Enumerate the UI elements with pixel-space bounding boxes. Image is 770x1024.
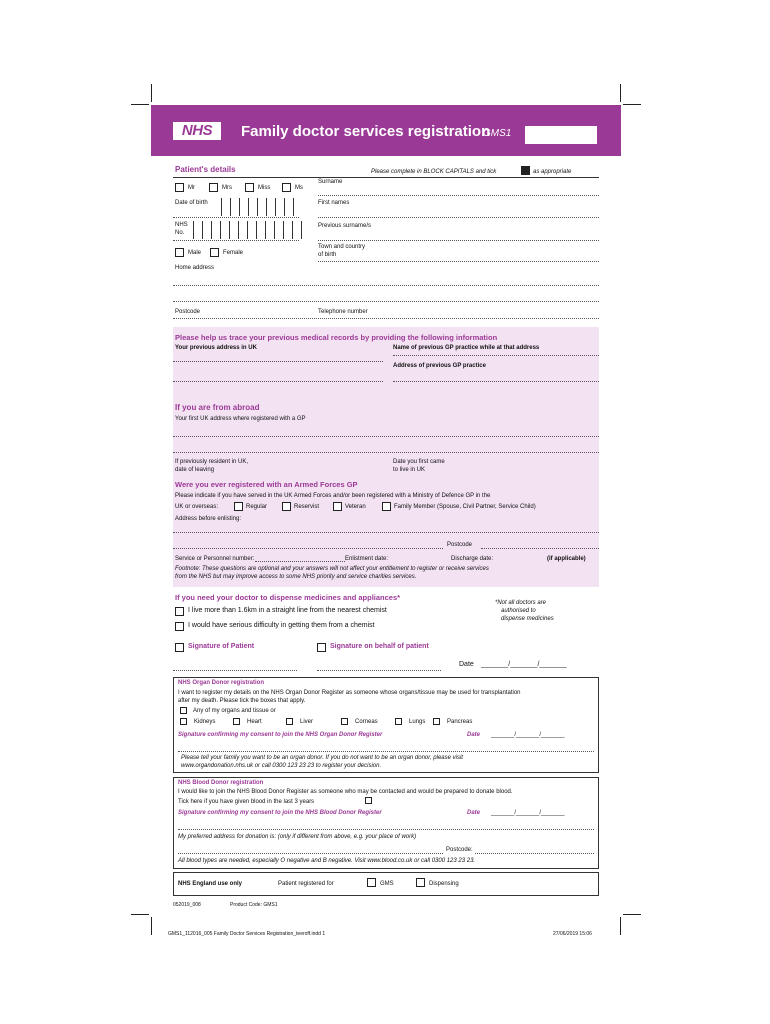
address-before-enlisting-line-2[interactable] — [173, 548, 443, 549]
block-capitals-instruction: Please complete in BLOCK CAPITALS and tick — [371, 169, 497, 175]
armed-forces-heading: Were you ever registered with an Armed Forces GP — [175, 480, 358, 489]
veteran-label: Veteran — [345, 504, 366, 510]
crop-mark — [623, 914, 641, 915]
discharge-date-label: Discharge date: — [451, 556, 494, 562]
dispense-note-3: dispense medicines — [501, 616, 554, 622]
town-of-birth-label-2: of birth — [318, 252, 337, 258]
blood-date-field[interactable]: _______/_______/_______ — [491, 810, 565, 816]
nhs-number-label-1: NHS — [175, 222, 188, 228]
dob-boxes[interactable] — [221, 198, 294, 216]
date-came-label-1: Date you first came — [393, 459, 445, 465]
date-leaving-label-2: date of leaving — [175, 467, 215, 473]
title-ms-checkbox[interactable] — [282, 183, 291, 192]
corneas-label: Corneas — [355, 719, 378, 725]
blood-preferred-address-field[interactable] — [178, 853, 443, 854]
postcode-telephone-field[interactable] — [173, 318, 599, 319]
armed-forces-text-2: UK or overseas: — [175, 504, 219, 510]
armed-postcode-label: Postcode — [447, 542, 473, 548]
organ-date-label: Date — [467, 732, 481, 738]
organ-donor-text-1: I want to register my details on the NHS Organ Donor Register as someone whose organs/tissue may be used for transplantation — [178, 690, 521, 696]
instruction-suffix: as appropriate — [533, 169, 572, 175]
title-mr-label: Mr — [188, 185, 195, 191]
armed-footnote-2: from the NHS but may improve access to some NHS priority and service charities services. — [175, 574, 417, 580]
difficulty-chemist-label: I would have serious difficulty in getting them from a chemist — [188, 622, 375, 629]
rule — [173, 217, 299, 218]
abroad-heading: If you are from abroad — [175, 403, 260, 412]
family-member-label: Family Member (Spouse, Civil Partner, Service Child) — [394, 504, 536, 510]
home-address-line-1[interactable] — [173, 285, 599, 286]
previous-surnames-field[interactable] — [318, 240, 599, 241]
first-uk-address-line-2[interactable] — [173, 452, 599, 453]
nearest-chemist-label: I live more than 1.6km in a straight line from the nearest chemist — [188, 607, 387, 614]
dispense-heading: If you need your doctor to dispense medicines and appliances* — [175, 593, 401, 602]
armed-footnote-1: Footnote: These questions are optional and your answers will not affect your entitlement to register or receive services — [175, 566, 489, 572]
nhs-logo: NHS — [173, 122, 221, 140]
service-number-field[interactable] — [255, 561, 345, 562]
nhs-number-label-2: No. — [175, 230, 185, 236]
enlistment-date-label: Enlistment date: — [345, 556, 389, 562]
blood-donor-heading: NHS Blood Donor registration — [178, 780, 264, 786]
behalf-signature-field[interactable] — [317, 670, 441, 671]
office-use-box[interactable] — [525, 126, 597, 144]
behalf-signature-checkbox[interactable] — [317, 643, 326, 652]
rule — [173, 240, 299, 241]
gms-checkbox[interactable] — [367, 878, 376, 887]
difficulty-chemist-checkbox[interactable] — [175, 622, 184, 631]
first-uk-address-label: Your first UK address where registered with a GP — [175, 416, 306, 422]
home-address-line-2[interactable] — [173, 301, 599, 302]
registration-form — [151, 105, 621, 899]
organ-date-field[interactable]: _______/_______/_______ — [491, 732, 565, 738]
female-label: Female — [223, 250, 244, 256]
blood-preferred-address-label: My preferred address for donation is: (only if different from above, e.g. your place of work) — [178, 834, 417, 840]
trace-records-heading: Please help us trace your previous medical records by providing the following information — [175, 333, 498, 342]
form-code: GMS1 — [483, 128, 512, 139]
gms-label: GMS — [380, 881, 394, 887]
armed-postcode-field[interactable] — [481, 548, 599, 549]
previous-gp-address-field[interactable] — [393, 381, 599, 382]
regular-checkbox[interactable] — [234, 502, 243, 511]
organ-consent-label: Signature confirming my consent to join the NHS Organ Donor Register — [178, 732, 383, 738]
patient-signature-label: Signature of Patient — [188, 643, 255, 650]
previous-surnames-label: Previous surname/s — [318, 223, 372, 229]
reference-code: 052019_008 — [173, 902, 201, 908]
title-miss-checkbox[interactable] — [245, 183, 254, 192]
nhs-number-boxes[interactable] — [193, 221, 302, 239]
postcode-label: Postcode — [175, 309, 201, 315]
title-miss-label: Miss — [258, 185, 271, 191]
corneas-checkbox[interactable] — [341, 718, 348, 725]
nearest-chemist-checkbox[interactable] — [175, 607, 184, 616]
signature-date-field[interactable]: _______/_______/_______ — [481, 661, 567, 668]
family-member-checkbox[interactable] — [382, 502, 391, 511]
any-organs-checkbox[interactable] — [180, 707, 187, 714]
crop-mark — [131, 104, 149, 105]
previous-address-label: Your previous address in UK — [175, 345, 257, 351]
liver-checkbox[interactable] — [286, 718, 293, 725]
town-of-birth-field[interactable] — [318, 261, 599, 262]
organ-tell-family-1: Please tell your family you want to be an organ donor. If you do not want to be an organ donor, please visit — [181, 755, 463, 761]
patient-details-heading: Patient's details — [175, 165, 236, 174]
registered-for-label: Patient registered for — [278, 881, 334, 887]
previous-gp-address-label: Address of previous GP practice — [393, 363, 486, 369]
reservist-checkbox[interactable] — [282, 502, 291, 511]
dob-label: Date of birth — [175, 200, 208, 206]
signature-date-label: Date — [459, 661, 474, 668]
heart-checkbox[interactable] — [233, 718, 240, 725]
organ-tell-family-2: www.organdonation.nhs.uk or call 0300 123 23 23 to register your decision. — [181, 763, 382, 769]
liver-label: Liver — [300, 719, 314, 725]
any-organs-label: Any of my organs and tissue or — [193, 708, 276, 714]
lungs-checkbox[interactable] — [395, 718, 402, 725]
blood-donor-text-1: I would like to join the NHS Blood Donor Register as someone who may be contacted and would be prepared to donate blood. — [178, 789, 513, 795]
telephone-label: Telephone number — [318, 309, 368, 315]
previous-gp-name-label: Name of previous GP practice while at that address — [393, 345, 540, 351]
previous-address-line-2[interactable] — [173, 381, 383, 382]
kidneys-label: Kidneys — [194, 719, 216, 725]
crop-mark — [131, 914, 149, 915]
first-names-field[interactable] — [318, 217, 599, 218]
dispense-note-1: *Not all doctors are — [495, 600, 547, 606]
given-blood-checkbox[interactable] — [365, 797, 372, 804]
blood-postcode-field[interactable] — [475, 853, 594, 854]
regular-label: Regular — [246, 504, 268, 510]
kidneys-checkbox[interactable] — [180, 718, 187, 725]
dispensing-checkbox[interactable] — [416, 878, 425, 887]
organ-donor-heading: NHS Organ Donor registration — [178, 680, 265, 686]
veteran-checkbox[interactable] — [333, 502, 342, 511]
blood-consent-label: Signature confirming my consent to join the NHS Blood Donor Register — [178, 810, 382, 816]
file-timestamp: 27/06/2019 15:06 — [553, 931, 592, 937]
nhs-england-use-label: NHS England use only — [178, 881, 243, 887]
reservist-label: Reservist — [294, 504, 320, 510]
surname-label: Surname — [318, 179, 343, 185]
behalf-signature-label: Signature on behalf of patient — [330, 643, 429, 650]
first-uk-address-line-1[interactable] — [173, 436, 599, 437]
male-checkbox[interactable] — [175, 248, 184, 257]
if-applicable-label: (if applicable) — [547, 556, 586, 562]
armed-forces-text-1: Please indicate if you have served in the UK Armed Forces and/or been registered with a Ministry of Defence GP in the — [175, 493, 491, 499]
home-address-label: Home address — [175, 265, 215, 271]
title-ms-label: Ms — [295, 185, 303, 191]
file-name: GMS1_112016_005 Family Doctor Services Registration_teeroff.indd 1 — [168, 931, 326, 937]
tick-example-icon — [521, 166, 530, 175]
blood-postcode-label: Postcode: — [446, 847, 473, 853]
patient-signature-checkbox[interactable] — [175, 643, 184, 652]
previous-address-line-1[interactable] — [173, 361, 383, 362]
pancreas-checkbox[interactable] — [433, 718, 440, 725]
crop-mark — [620, 917, 621, 935]
crop-mark — [620, 84, 621, 102]
patient-signature-field[interactable] — [173, 670, 297, 671]
form-title: Family doctor services registration — [241, 123, 491, 140]
blood-donor-text-2: Tick here if you have given blood in the last 3 years — [178, 799, 315, 805]
service-number-label: Service or Personnel number: — [175, 556, 255, 562]
blood-date-label: Date — [467, 810, 481, 816]
address-before-enlisting-label: Address before enlisting: — [175, 516, 242, 522]
blood-signature-field[interactable] — [178, 829, 594, 830]
dispense-note-2: authorised to — [501, 608, 536, 614]
rule — [173, 177, 599, 178]
date-came-label-2: to live in UK — [393, 467, 426, 473]
lungs-label: Lungs — [409, 719, 426, 725]
pancreas-label: Pancreas — [447, 719, 473, 725]
organ-donor-text-2: after my death. Please tick the boxes that apply. — [178, 698, 306, 704]
town-of-birth-label-1: Town and country — [318, 244, 366, 250]
blood-all-types-note: All blood types are needed, especially O negative and B negative. Visit www.blood.co.uk or call 0300 123 23 23. — [178, 858, 476, 864]
first-names-label: First names — [318, 200, 350, 206]
crop-mark — [623, 104, 641, 105]
organ-signature-field[interactable] — [178, 751, 594, 752]
abroad-section — [173, 401, 599, 479]
date-leaving-label-1: If previously resident in UK, — [175, 459, 249, 465]
crop-mark — [151, 917, 152, 935]
female-checkbox[interactable] — [210, 248, 219, 257]
previous-gp-name-field[interactable] — [393, 355, 599, 356]
male-label: Male — [188, 250, 202, 256]
title-mrs-label: Mrs — [222, 185, 232, 191]
title-mrs-checkbox[interactable] — [209, 183, 218, 192]
surname-field[interactable] — [318, 195, 599, 196]
crop-mark — [151, 84, 152, 102]
dispensing-label: Dispensing — [429, 881, 459, 887]
heart-label: Heart — [247, 719, 262, 725]
address-before-enlisting-field[interactable] — [173, 532, 599, 533]
product-code: Product Code: GMS1 — [230, 902, 278, 908]
form-header — [151, 105, 621, 156]
title-mr-checkbox[interactable] — [175, 183, 184, 192]
